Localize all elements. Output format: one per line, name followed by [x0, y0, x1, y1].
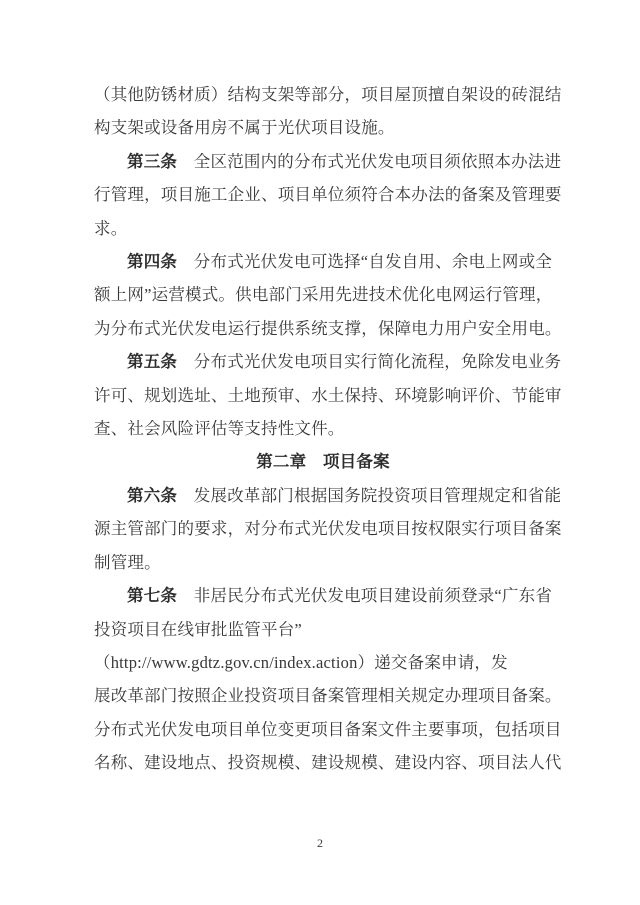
article-line-3 — [94, 145, 562, 178]
article-number: 第七条 — [127, 586, 178, 606]
body-line: 构支架或设备用房不属于光伏项目设施。 — [94, 118, 395, 138]
body-line: 制管理。 — [94, 552, 161, 572]
body-line: 为分布式光伏发电运行提供系统支撑，保障电力用户安全用电。 — [94, 318, 562, 338]
article-text: 全区范围内的分布式光伏发电项目须依照本办法进 — [177, 151, 562, 171]
document-body — [94, 78, 562, 780]
article-text: 分布式光伏发电项目实行简化流程，免除发电业务 — [177, 352, 562, 372]
body-line: 求。 — [94, 218, 128, 238]
body-line: 行管理，项目施工企业、项目单位须符合本办法的备案及管理要 — [94, 185, 562, 205]
article-text: 非居民分布式光伏发电项目建设前须登录“广东省 — [177, 586, 553, 606]
body-line: 额上网”运营模式。供电部门采用先进技术优化电网运行管理， — [94, 285, 553, 305]
page-number: 2 — [317, 836, 323, 850]
article-number: 第三条 — [127, 151, 178, 171]
article-line-5 — [94, 345, 562, 378]
body-line: 展改革部门按照企业投资项目备案管理相关规定办理项目备案。 — [94, 686, 562, 706]
body-line: 名称、建设地点、投资规模、建设规模、建设内容、项目法人代 — [94, 753, 562, 773]
article-number: 第五条 — [127, 352, 178, 372]
article-number: 第四条 — [127, 252, 178, 272]
body-line: 分布式光伏发电项目单位变更项目备案文件主要事项，包括项目 — [94, 719, 562, 739]
chapter-heading: 第二章 项目备案 — [256, 452, 390, 472]
article-line-6 — [94, 479, 562, 512]
url-line: （http://www.gdtz.gov.cn/index.action）递交备案申请，发 — [94, 652, 508, 672]
article-text: 分布式光伏发电可选择“自发自用、余电上网或全 — [177, 252, 553, 272]
body-line: （其他防锈材质）结构支架等部分，项目屋顶擅自架设的砖混结 — [94, 85, 562, 104]
body-line: 投资项目在线审批监管平台” — [94, 619, 302, 639]
body-line: 许可、规划选址、土地预审、水土保持、环境影响评价、节能审 — [94, 385, 562, 405]
body-line: 查、社会风险评估等支持性文件。 — [94, 419, 345, 439]
body-line: 源主管部门的要求，对分布式光伏发电项目按权限实行项目备案 — [94, 519, 562, 539]
article-line-4 — [94, 245, 552, 278]
article-number: 第六条 — [127, 485, 178, 505]
article-text: 发展改革部门根据国务院投资项目管理规定和省能 — [177, 485, 562, 505]
article-line-7 — [94, 579, 552, 612]
